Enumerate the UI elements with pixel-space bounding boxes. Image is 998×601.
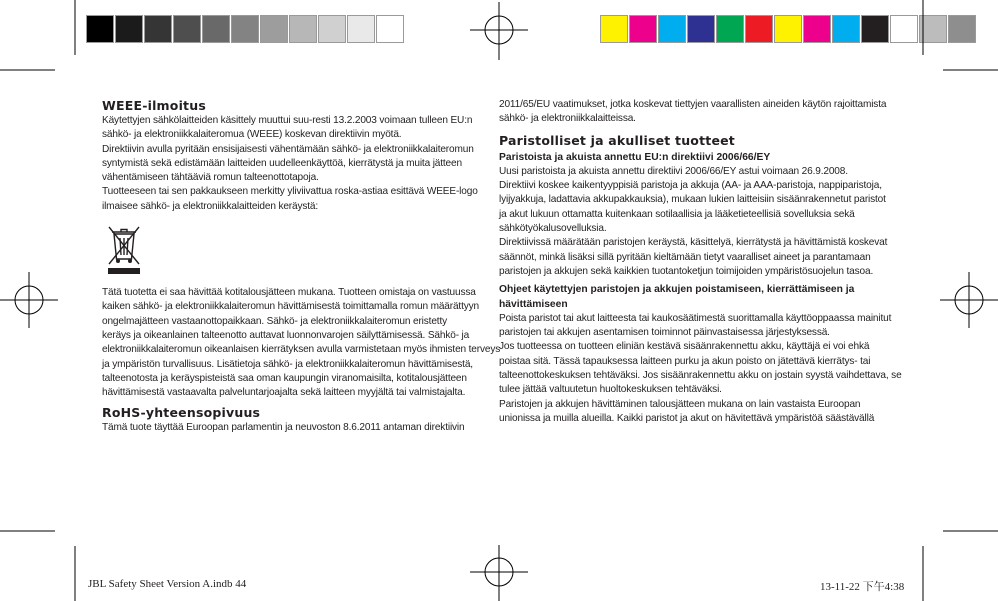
text-line: tulee jättää valtuutetun huoltokeskuksen tehtäväksi. <box>499 384 722 396</box>
text-line: ilmaisee sähkö- ja elektroniikkalaitteiden keräystä: <box>102 200 319 212</box>
text-line: Tämä tuote täyttää Euroopan parlamentin ja neuvoston 8.6.2011 antaman direktiivin <box>102 422 465 434</box>
footer-date-label: 13-11-22 下午4:38 <box>820 581 905 593</box>
text-line: sähkö- ja elektroniikkalaiteromua (WEEE) koskevan direktiivin myötä. <box>102 129 402 141</box>
text-line: unionissa ja muilla alueilla. Kaikki paristot ja akut on hävitettävä ympäristöä säästävällä <box>499 412 875 424</box>
text-line: ongelmajätteen vastaanottopaikkaan. Sähkö- ja elektroniikkalaiteromun eristetty <box>102 315 448 327</box>
text-line: Uusi paristoista ja akuista annettu direktiivi 2006/66/EY astui voimaan 26.9.2008. <box>499 165 848 177</box>
left-column <box>102 98 501 436</box>
text-line: Jos tuotteessa on tuotteen eliniän kestävä sisäänrakennettu akku, käyttäjä ei voi ehkä <box>499 341 870 353</box>
text-line: syntymistä sekä edistämään laitteiden uudelleenkäyttöä, kierrätystä ja muita jätteen <box>102 157 462 169</box>
text-line: säännöt, minkä lisäksi sillä pyritään kieltämään tietyt vaaralliset aineet ja parantamaan <box>499 251 871 263</box>
weee-title: WEEE-ilmoitus <box>102 98 206 113</box>
text-line: hävittämisestä vastaavalta palveluntarjoajalta sekä laitteen myyjältä tai valmistajalta. <box>102 387 466 399</box>
text-line: elektroniikkalaiteromun oikeanlaisen kierrätyksen avulla varmistetaan myös ihmisten terveys <box>102 344 501 356</box>
text-line: keräys ja oikeanlainen talteenotto auttavat luonnonvarojen säilyttämisessä. Sähkö- ja <box>102 329 470 341</box>
instructions-paragraph <box>499 312 902 426</box>
text-line: ja akut lukuun ottamatta kuitenkaan sotilaallisia ja lääketieteellisiä sovelluksia sekä <box>499 208 855 220</box>
text-line: Direktiivissä määrätään paristojen keräystä, käsittelyä, kierrätystä ja hävittämistä koskevat <box>499 237 888 249</box>
text-line: 2011/65/EU vaatimukset, jotka koskevat tiettyjen vaarallisten aineiden käytön rajoittamista <box>499 99 887 110</box>
text-line: talteenotosta ja keräyspisteistä saa oman kaupungin viranomaisilta, kotitalousjätteen <box>102 372 467 384</box>
battery-section-title: Paristolliset ja akulliset tuotteet <box>499 132 735 148</box>
text-line: vähentämiseen tähtääviä romun talteenottotapoja. <box>102 172 319 184</box>
text-line: ja ympäristön turvallisuus. Lisätietoja sähkö- ja elektroniikkalaiteromun hävittämisestä, <box>102 358 473 370</box>
text-line: sähkötyökalusovelluksia. <box>499 223 607 235</box>
footer-file-label: JBL Safety Sheet Version A.indb 44 <box>88 578 247 590</box>
directive-heading: Paristoista ja akuista annettu EU:n direktiivi 2006/66/EY <box>499 151 771 163</box>
text-line: Käytettyjen sähkölaitteiden käsittely muuttui suu-resti 13.2.2003 voimaan tulleen EU:n <box>102 115 473 126</box>
weee-paragraph <box>102 114 478 214</box>
text-line: kaiken sähkö- ja elektroniikkalaiteromun hävittämisestä toimittamalla romun määrättyyn <box>102 301 479 313</box>
text-line: talteenottokeskuksen tehtäväksi. Jos sisäänrakennettu akku on jostain syystä vaihdettava, se <box>499 370 902 382</box>
text-line: paristojen tai akkujen asentamisen toiminnot päinvastaisessa järjestyksessä. <box>499 327 830 339</box>
disposal-paragraph <box>102 286 501 400</box>
rohs-title: RoHS-yhteensopivuus <box>102 405 261 421</box>
text-line: Tätä tuotetta ei saa hävittää kotitalousjätteen mukana. Tuotteen omistaja on vastuussa <box>102 287 476 299</box>
directive-paragraph <box>499 165 888 279</box>
text-line: Tuotteeseen tai sen pakkaukseen merkitty yliviivattua roska-astiaa esittävä WEEE-logo <box>102 186 478 198</box>
text-line: lyijyakkuja, ladattavia akkupakkauksia), mukaan lukien laitteisiin sisäänrakennetut paristot <box>499 194 886 206</box>
text-line: Poista paristot tai akut laitteesta tai kaukosäätimestä suorittamalla käyttöoppaassa mainitut <box>499 312 892 324</box>
text-line: Paristojen ja akkujen hävittäminen talousjätteen mukana on lain vastaista Euroopan <box>499 398 861 410</box>
text-line: Direktiivin avulla pyritään ensisijaisesti vähentämään sähkö- ja elektroniikkalaiteromun <box>102 143 474 155</box>
text-line: sähkö- ja elektroniikkalaitteissa. <box>499 113 636 125</box>
crossed-out-wheelie-bin-icon <box>106 224 142 276</box>
right-column <box>499 98 902 426</box>
instructions-heading-cont: hävittämiseen <box>499 298 568 310</box>
instructions-heading: Ohjeet käytettyjen paristojen ja akkujen poistamiseen, kierrättämiseen ja <box>499 284 855 296</box>
text-line: Direktiivi koskee kaikentyyppisiä paristoja ja akkuja (AA- ja AAA-paristoja, nappiparistoja, <box>499 180 882 192</box>
text-line: poistaa sitä. Tässä tapauksessa laitteen purku ja akun poisto on jätettävä kierrätys- tai <box>499 355 871 367</box>
text-line: paristojen ja akkujen sekä kaikkien tuotantoketjun toimijoiden ympäristösuojelun tasoa. <box>499 265 874 277</box>
